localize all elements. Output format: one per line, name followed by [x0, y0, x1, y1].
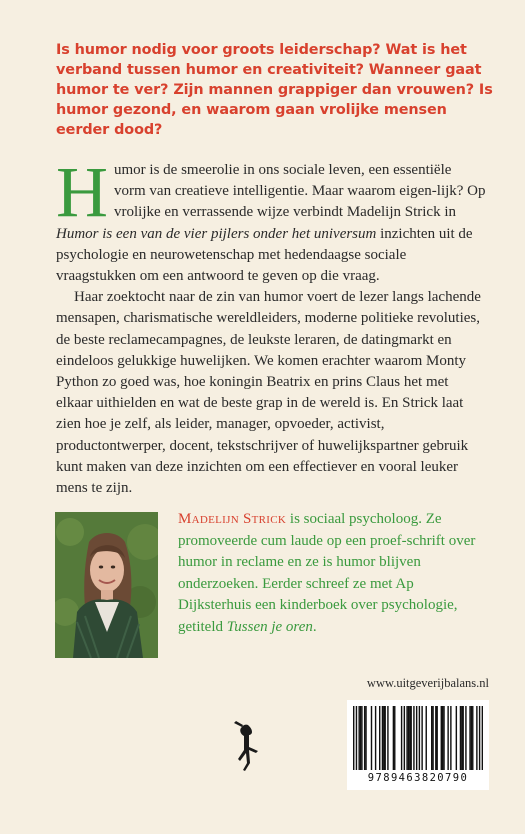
barcode-bar [394, 706, 395, 770]
barcode-bar [356, 706, 357, 770]
barcode-bar [404, 706, 405, 770]
barcode-bar [462, 706, 463, 770]
barcode-bar [419, 706, 420, 770]
barcode-bar [461, 706, 462, 770]
barcode-bar [393, 706, 394, 770]
barcode-bar [353, 706, 354, 770]
author-name: Madelijn Strick [178, 511, 287, 527]
book-title-italic: Humor is een van de vier pijlers onder het universum [56, 225, 377, 242]
barcode-bar [375, 706, 376, 770]
isbn-barcode [347, 700, 489, 790]
barcode-bar [413, 706, 414, 770]
blurb-text: inzichten uit de psychologie en neurowetenschap met hedendaagse sociale vraagstukken om een antwoord te geven op die vraag. [56, 225, 473, 285]
barcode-bar [371, 706, 372, 770]
barcode-bar [421, 706, 422, 770]
barcode-bar [406, 706, 407, 770]
barcode-bar [469, 706, 470, 770]
author-photo [55, 512, 158, 658]
bio-text-end: . [312, 618, 317, 635]
blurb-text: umor is de smeerolie in ons sociale leven, een essentiële vorm van creatieve intelligentie. Maar waarom eigen-lijk? Op vrolijke en verrassende wijze verbindt Madelijn Strick in [114, 162, 486, 221]
barcode-bar [410, 706, 411, 770]
barcode-bars [353, 706, 483, 770]
barcode-bar [436, 706, 437, 770]
blurb-paragraph-2: Haar zoektocht naar de zin van humor voert de lezer langs lachende mensapen, charismatische wereldleiders, moderne politieke revoluties, de beste reclamecampagnes, de leukste leraren, de datingmarkt en eindeloos gelukkige huwelijken. We komen erachter waarom Monty Python zo goed was, hoe koningin Beatrix en prins Claus het met elkaar uithielden en wat de beste grap in de wereld is. En Strick laat zien hoe je zelf, als leider, manager, opvoeder, activist, productontwerper, docent, tekstschrijver of huwelijkspartner gebruik kunt maken van deze inzichten om een effectiever en vooral leuker mens te zijn. [56, 289, 481, 497]
barcode-bar [442, 706, 443, 770]
barcode-bar [443, 706, 444, 770]
barcode-bar [431, 706, 432, 770]
barcode-bar [409, 706, 410, 770]
barcode-bar [360, 706, 361, 770]
barcode-bar [472, 706, 473, 770]
back-cover-questions: Is humor nodig voor groots leiderschap? Wat is het verband tussen humor en creativiteit? Wanneer gaat humor te ver? Zijn mannen grappiger dan vrouwen? Is humor gezond, en waarom gaan vrolijke mensen eerder dood? [56, 42, 493, 138]
drop-cap: H [56, 152, 108, 232]
barcode-bar [450, 706, 451, 770]
blurb-paragraph-1 [56, 152, 486, 287]
barcode-bar [465, 706, 466, 770]
barcode-bar [456, 706, 457, 770]
barcode-bar [432, 706, 433, 770]
barcode-bar [441, 706, 442, 770]
barcode-bar [435, 706, 436, 770]
barcode-bar [401, 706, 402, 770]
barcode-bar [479, 706, 480, 770]
barcode-bar [387, 706, 388, 770]
barcode-bar [382, 706, 383, 770]
barcode-bar [364, 706, 365, 770]
publisher-logo-icon [228, 717, 268, 777]
barcode-bar [408, 706, 409, 770]
barcode-bar [482, 706, 483, 770]
author-bio [178, 509, 478, 639]
barcode-bar [426, 706, 427, 770]
barcode-bar [471, 706, 472, 770]
blurb-body [56, 152, 486, 499]
barcode-bar [361, 706, 362, 770]
barcode-bar [416, 706, 417, 770]
barcode-bar [447, 706, 448, 770]
barcode-bar [383, 706, 384, 770]
isbn-number: 9789463820790 [367, 772, 469, 784]
barcode-bar [476, 706, 477, 770]
kids-book-title: Tussen je oren [226, 618, 313, 635]
bio-text: is sociaal psycholoog. Ze promoveerde cum laude op een proef-schrift over humor in reclame en ze is humor blijven onderzoeken. Eerder schreef ze met Ap Dijksterhuis een kinderboek over psychologie, getiteld [178, 511, 476, 635]
barcode-bar [365, 706, 366, 770]
publisher-url: www.uitgeverijbalans.nl [366, 676, 489, 690]
barcode-bar [358, 706, 359, 770]
barcode-bar [379, 706, 380, 770]
barcode-bar [460, 706, 461, 770]
barcode-bar [384, 706, 385, 770]
